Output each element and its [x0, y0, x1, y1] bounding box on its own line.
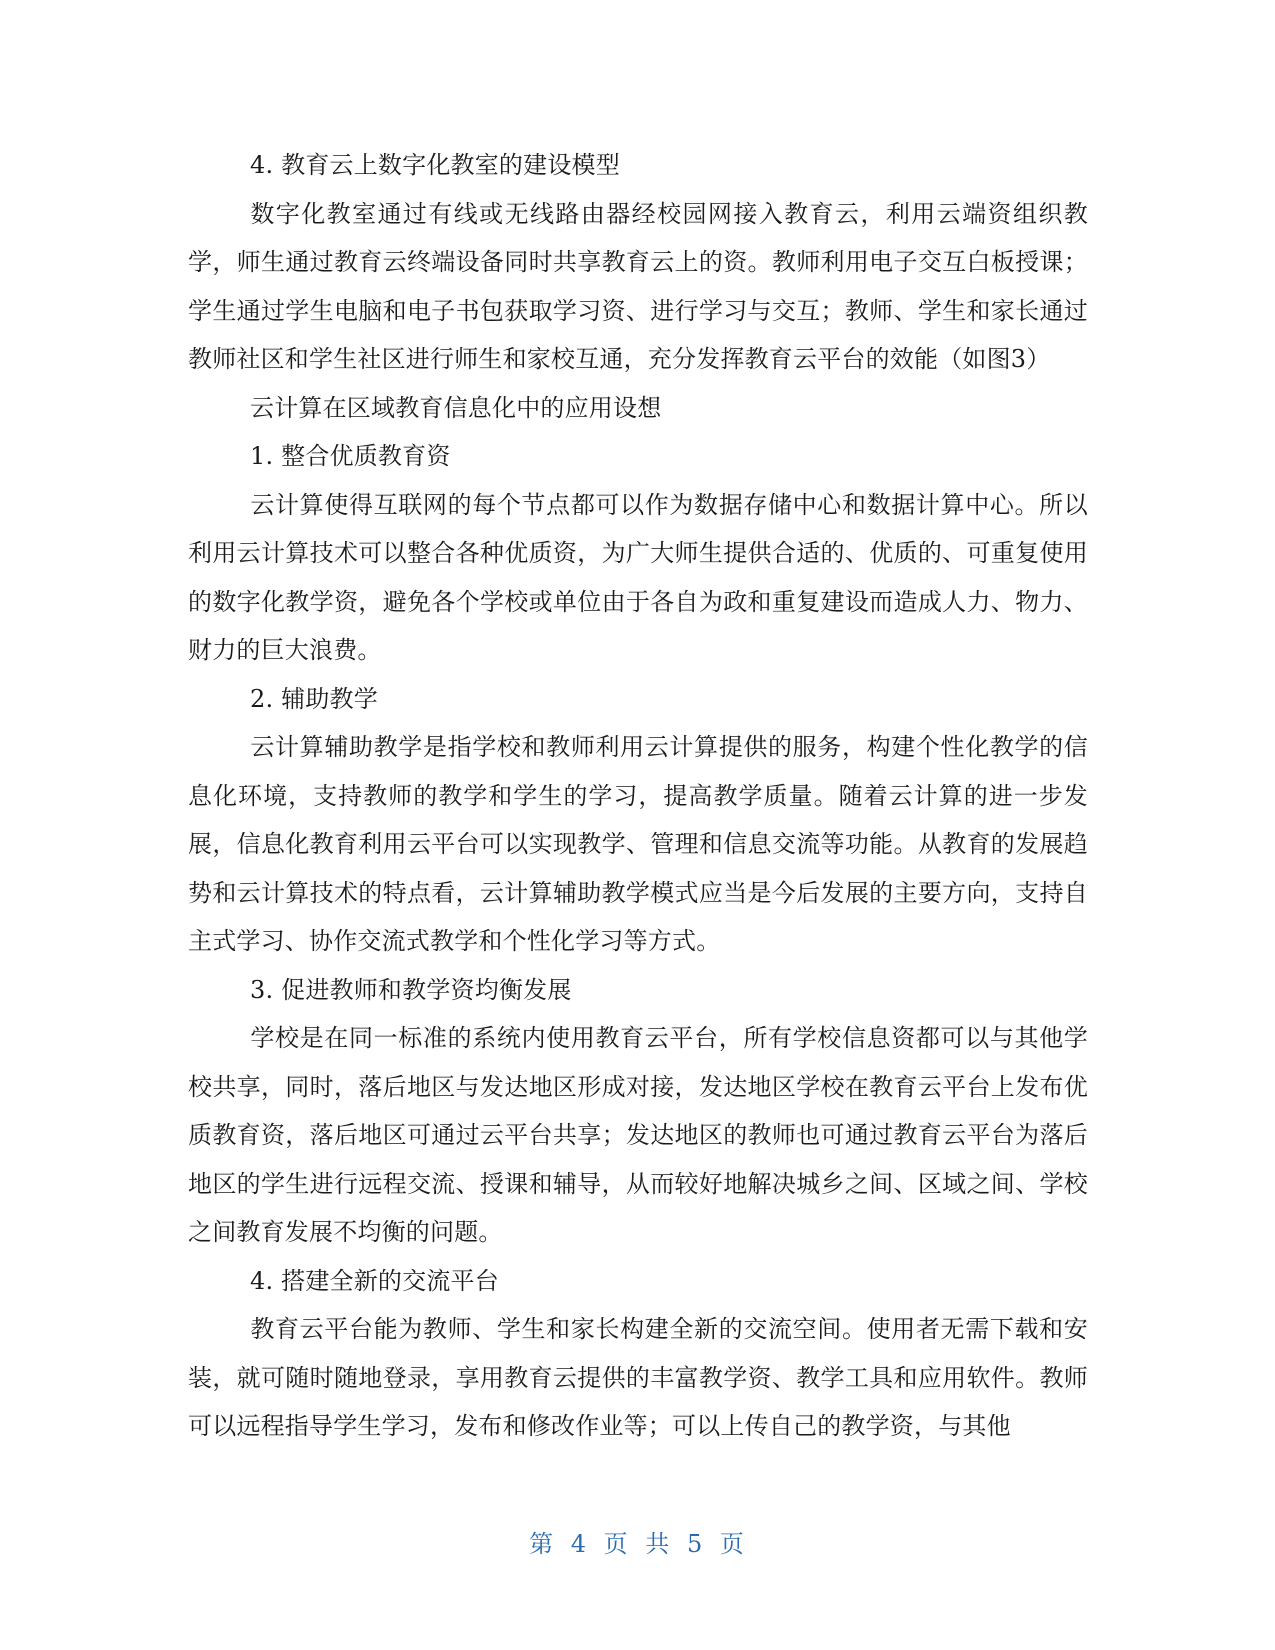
paragraph-exchange-platform: 教育云平台能为教师、学生和家长构建全新的交流空间。使用者无需下载和安装，就可随时随地登录，享用教育云提供的丰富教学资、教学工具和应用软件。教师可以远程指导学生学习，发布和修改作业等；可以上传自己的教学资，与其他 [188, 1315, 1088, 1440]
section-heading-exchange-platform: 4. 搭建全新的交流平台 [250, 1266, 499, 1295]
section-heading-assist-teaching: 2. 辅助教学 [250, 684, 378, 713]
paragraph-assist-teaching: 云计算辅助教学是指学校和教师利用云计算提供的服务，构建个性化教学的信息化环境，支持教师的教学和学生的学习，提高教学质量。随着云计算的进一步发展，信息化教育利用云平台可以实现教学、管理和信息交流等功能。从教育的发展趋势和云计算技术的特点看，云计算辅助教学模式应当是今后发展的主要方向，支持自主式学习、协作交流式教学和个性化学习等方式。 [188, 733, 1088, 955]
page-number-footer: 第 4 页 共 5 页 [529, 1530, 746, 1558]
section-heading-digital-classroom: 4. 教育云上数字化教室的建设模型 [250, 151, 620, 179]
section-heading-cloud-application: 云计算在区域教育信息化中的应用设想 [250, 393, 662, 422]
paragraph-digital-classroom: 数字化教室通过有线或无线路由器经校园网接入教育云，利用云端资组织教学，师生通过教育云终端设备同时共享教育云上的资。教师利用电子交互白板授课；学生通过学生电脑和电子书包获取学习资、进行学习与交互；教师、学生和家长通过教师社区和学生社区进行师生和家校互通，充分发挥教育云平台的效能（如图3） [188, 199, 1088, 373]
section-heading-balanced-development: 3. 促进教师和教学资均衡发展 [250, 975, 572, 1004]
section-heading-integrate-resources: 1. 整合优质教育资 [250, 442, 451, 470]
document-body [188, 141, 1088, 1451]
paragraph-integrate-resources: 云计算使得互联网的每个节点都可以作为数据存储中心和数据计算中心。所以利用云计算技术可以整合各种优质资，为广大师生提供合适的、优质的、可重复使用的数字化教学资，避免各个学校或单位由于各自为政和重复建设而造成人力、物力、财力的巨大浪费。 [188, 490, 1088, 664]
paragraph-balanced-development: 学校是在同一标准的系统内使用教育云平台，所有学校信息资都可以与其他学校共享，同时，落后地区与发达地区形成对接，发达地区学校在教育云平台上发布优质教育资，落后地区可通过云平台共享；发达地区的教师也可通过教育云平台为落后地区的学生进行远程交流、授课和辅导，从而较好地解决城乡之间、区域之间、学校之间教育发展不均衡的问题。 [188, 1024, 1088, 1246]
